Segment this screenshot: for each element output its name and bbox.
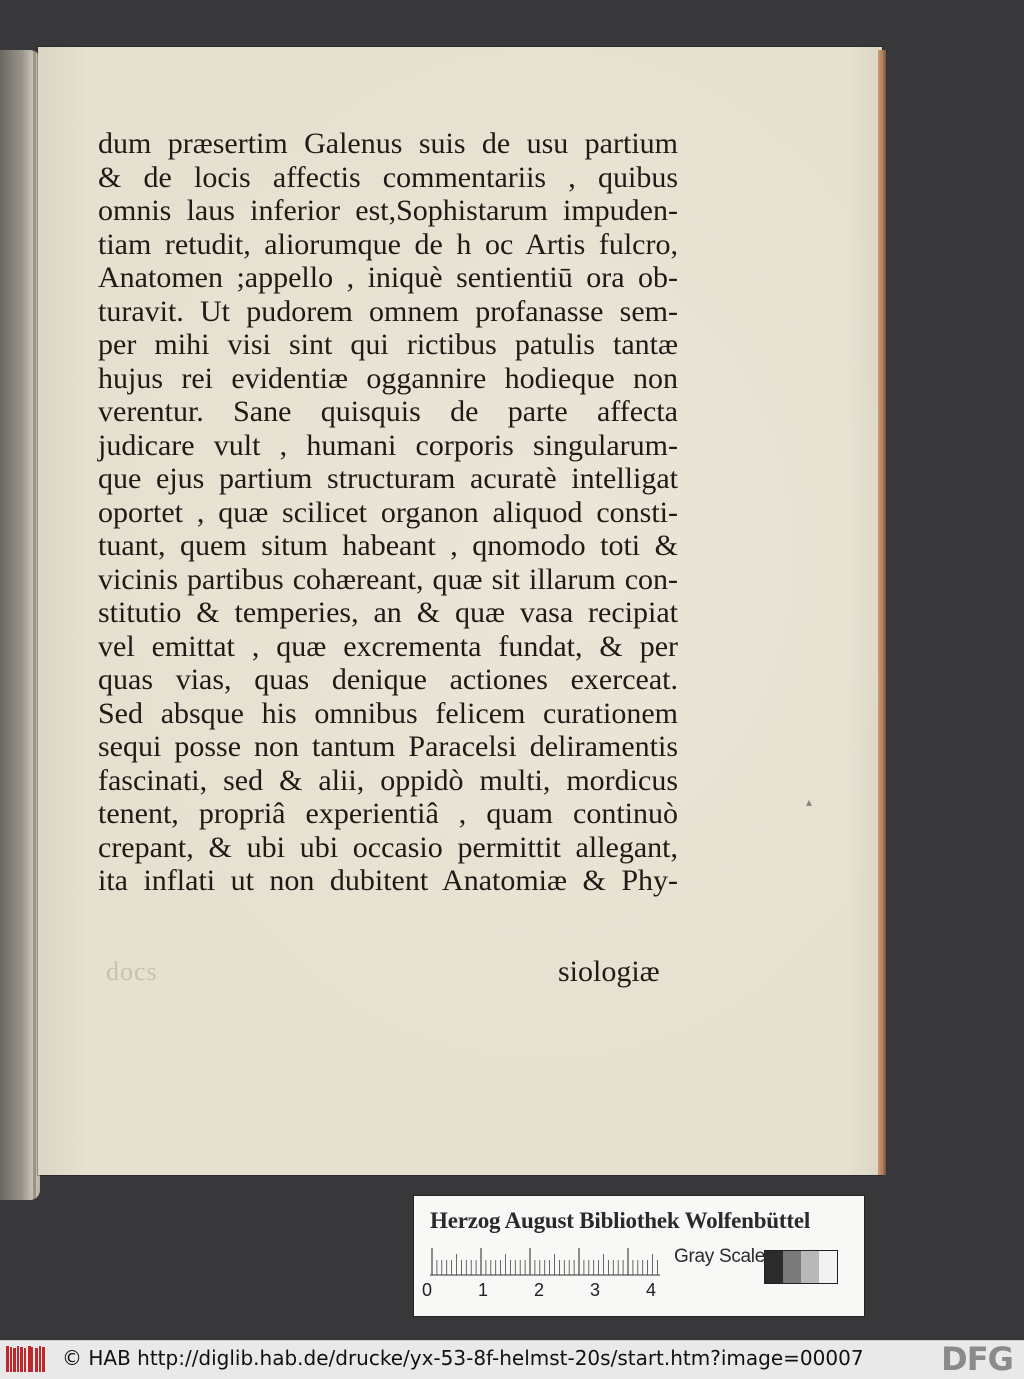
ruler-scale xyxy=(430,1248,660,1276)
hab-logo-bar xyxy=(35,1348,38,1372)
page-text-block xyxy=(98,127,678,898)
hab-logo-bar xyxy=(20,1347,23,1372)
text-line: tiam retudit, aliorumque de h oc Artis fulcro, xyxy=(98,227,678,261)
text-line: judicare vult , humani corporis singularum- xyxy=(98,428,678,462)
grayscale-label: Gray Scale xyxy=(674,1246,765,1267)
dfg-logo: DFG xyxy=(934,1341,1020,1377)
ruler-number: 2 xyxy=(534,1280,545,1300)
grayscale-swatches xyxy=(764,1250,838,1284)
text-line: & de locis affectis commentariis , quibus xyxy=(98,160,678,194)
text-line: turavit. Ut pudorem omnem profanasse sem- xyxy=(98,294,678,328)
catchword: siologiæ xyxy=(558,955,660,988)
paper-speck: ▴ xyxy=(806,795,813,809)
text-line: vel emittat , quæ excrementa fundat, & per xyxy=(98,629,678,663)
grayscale-swatch xyxy=(765,1251,783,1283)
ruler-number: 1 xyxy=(478,1280,489,1300)
source-url[interactable]: © HAB http://diglib.hab.de/drucke/yx-53-8f-helmst-20s/start.htm?image=00007 xyxy=(62,1346,864,1370)
text-line: vicinis partibus cohæreant, quæ sit illarum con- xyxy=(98,562,678,596)
library-name: Herzog August Bibliothek Wolfenbüttel xyxy=(430,1208,811,1233)
hab-logo-bar xyxy=(31,1347,33,1372)
ruler-number: 4 xyxy=(646,1280,657,1300)
text-line: que ejus partium structuram acuratè intelligat xyxy=(98,462,678,495)
hab-logo-bar xyxy=(42,1347,45,1372)
hab-logo-bar xyxy=(17,1346,19,1372)
ruler-number: 0 xyxy=(422,1280,433,1300)
text-line: per mihi visi sint qui rictibus patulis tantæ xyxy=(98,328,678,361)
page-fore-edge xyxy=(878,50,886,1175)
text-line: oportet , quæ scilicet organon aliquod consti- xyxy=(98,495,678,529)
text-line: Sed absque his omnibus felicem curationem xyxy=(98,696,678,730)
bleed-through-text: docs xyxy=(106,957,158,986)
ruler-numbers xyxy=(422,1280,662,1302)
text-line: verentur. Sane quisquis de parte affecta xyxy=(98,395,678,428)
grayscale-swatch xyxy=(783,1251,801,1283)
previous-page-edge xyxy=(0,50,40,1200)
hab-logo-bar xyxy=(13,1348,16,1372)
hab-barcode-logo-icon xyxy=(6,1344,48,1374)
text-line: sequi posse non tantum Paracelsi deliramentis xyxy=(98,730,678,763)
text-line: stitutio & temperies, an & quæ vasa recipiat xyxy=(98,596,678,629)
hab-logo-bar xyxy=(28,1346,31,1372)
color-calibration-card xyxy=(414,1196,864,1316)
hab-logo-bar xyxy=(6,1346,9,1372)
hab-logo-bar xyxy=(39,1346,41,1372)
text-line: crepant, & ubi ubi occasio permittit allegant, xyxy=(98,830,678,864)
text-line: Anatomen ;appello , iniquè sentientiū ora ob- xyxy=(98,261,678,294)
hab-logo-bar xyxy=(24,1348,26,1372)
text-line: tuant, quem situm habeant , qnomodo toti & xyxy=(98,529,678,562)
text-line: fascinati, sed & alii, oppidò multi, mordicus xyxy=(98,763,678,797)
text-line: hujus rei evidentiæ oggannire hodieque non xyxy=(98,361,678,395)
text-line: omnis laus inferior est,Sophistarum impuden- xyxy=(98,194,678,227)
ruler-number: 3 xyxy=(590,1280,601,1300)
text-line: dum præsertim Galenus suis de usu partium xyxy=(98,127,678,160)
book-page xyxy=(38,47,882,1175)
text-line: quas vias, quas denique actiones exerceat. xyxy=(98,663,678,696)
text-line: tenent, propriâ experientiâ , quam continuò xyxy=(98,797,678,830)
grayscale-swatch xyxy=(819,1251,837,1283)
grayscale-swatch xyxy=(801,1251,819,1283)
hab-logo-bar xyxy=(10,1347,12,1372)
text-line: ita inflati ut non dubitent Anatomiæ & Phy- xyxy=(98,864,678,897)
